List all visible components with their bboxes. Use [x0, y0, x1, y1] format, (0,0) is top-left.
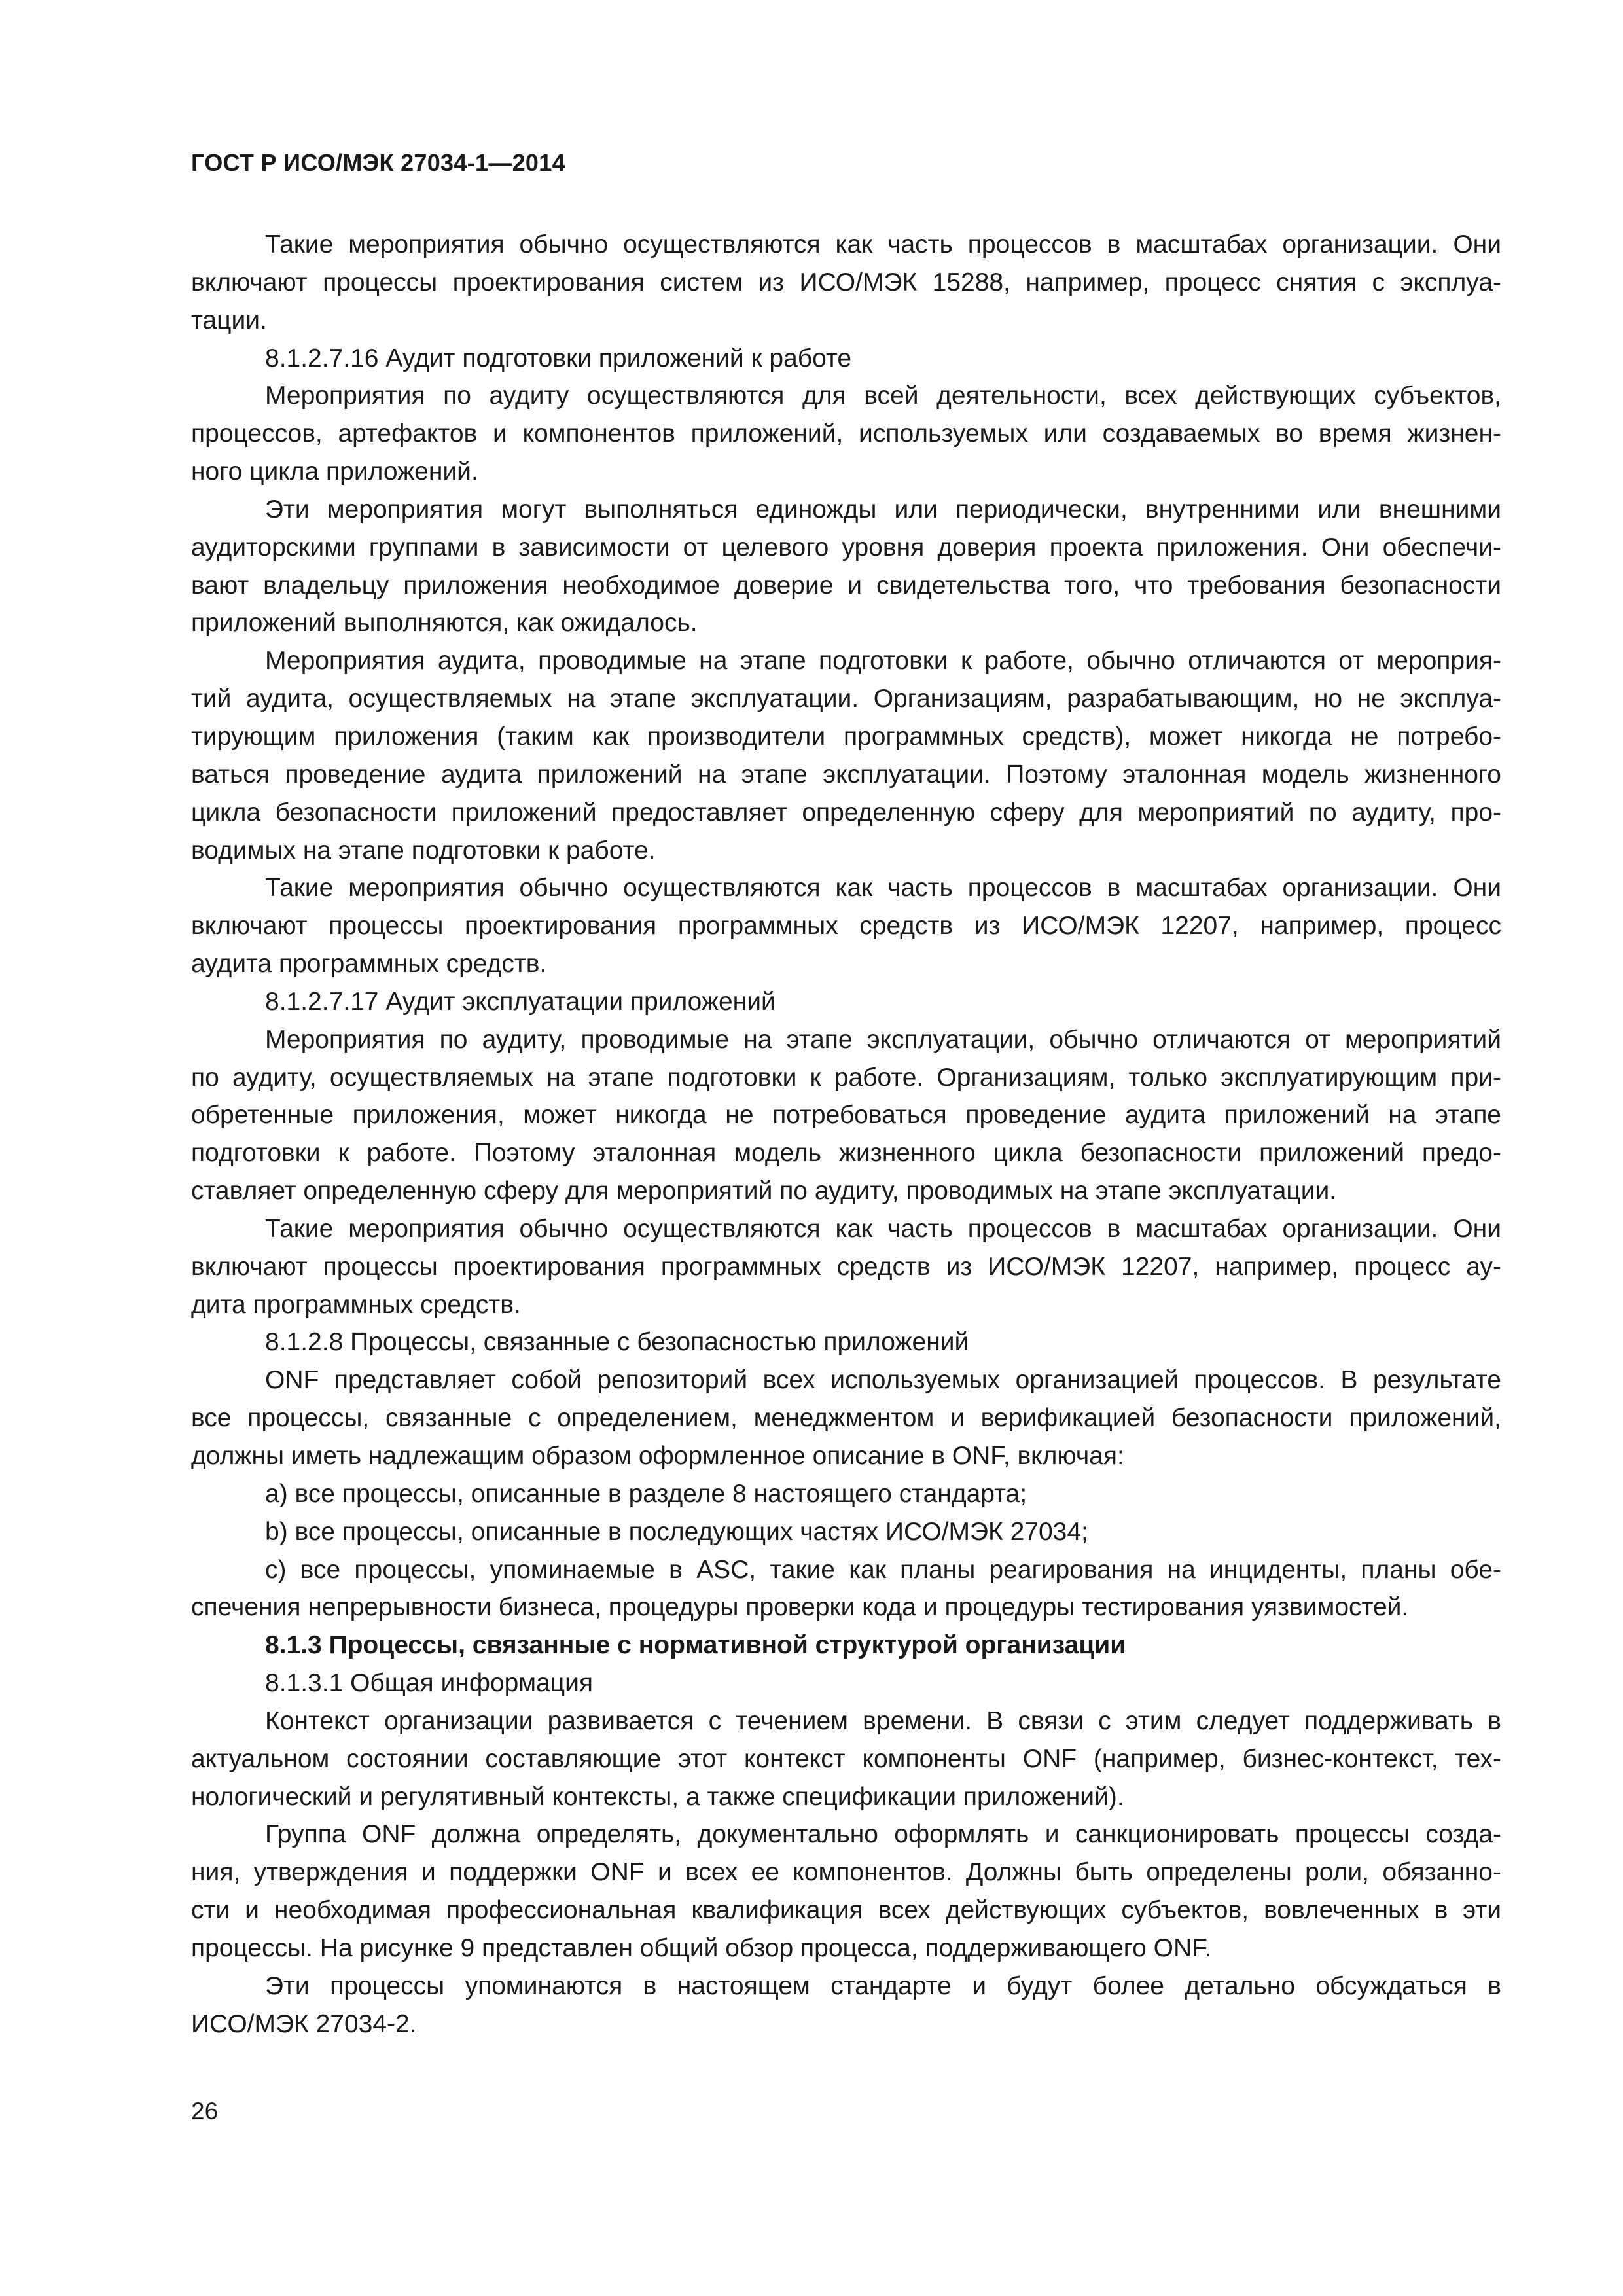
text-line: тий аудита, осуществляемых на этапе эксплуатации. Организациям, разрабатывающим, но не эксплуа-: [191, 685, 1501, 713]
text-line: включают процессы проектирования систем из ИСО/МЭК 15288, например, процесс снятия с эксплуа-: [191, 268, 1501, 296]
text-line: Мероприятия по аудиту осуществляются для всей деятельности, всех действующих субъектов,: [265, 382, 1501, 410]
text-line: Такие мероприятия обычно осуществляются как часть процессов в масштабах организации. Они: [265, 874, 1501, 903]
text-line: спечения непрерывности бизнеса, процедуры проверки кода и процедуры тестирования уязвимостей.: [191, 1593, 1409, 1622]
text-line: по аудиту, осуществляемых на этапе подготовки к работе. Организациям, только эксплуатирующим при-: [191, 1063, 1501, 1092]
text-line: 8.1.3 Процессы, связанные с нормативной структурой организации: [265, 1631, 1126, 1660]
text-line: ставляет определенную сферу для мероприятий по аудиту, проводимых на этапе эксплуатации.: [191, 1177, 1337, 1206]
text-line: тации.: [191, 306, 267, 334]
text-line: аудита программных средств.: [191, 950, 547, 978]
text-line: подготовки к работе. Поэтому эталонная модель жизненного цикла безопасности приложений предо-: [191, 1139, 1501, 1168]
document-header: ГОСТ Р ИСО/МЭК 27034-1—2014: [191, 149, 565, 176]
text-line: Эти мероприятия могут выполняться единожды или периодически, внутренними или внешними: [265, 495, 1501, 524]
text-line: ONF представляет собой репозиторий всех используемых организацией процессов. В результате: [265, 1366, 1501, 1395]
text-line: тирующим приложения (таким как производители программных средств), может никогда не потребо-: [191, 722, 1501, 751]
text-line: a) все процессы, описанные в разделе 8 настоящего стандарта;: [265, 1479, 1027, 1508]
text-line: обретенные приложения, может никогда не потребоваться проведение аудита приложений на этапе: [191, 1101, 1501, 1130]
text-line: Контекст организации развивается с течением времени. В связи с этим следует поддерживать в: [265, 1706, 1501, 1735]
text-line: ного цикла приложений.: [191, 457, 478, 486]
text-line: b) все процессы, описанные в последующих частях ИСО/МЭК 27034;: [265, 1517, 1088, 1546]
text-line: ИСО/МЭК 27034-2.: [191, 2009, 417, 2038]
text-line: 8.1.2.7.16 Аудит подготовки приложений к работе: [265, 344, 852, 372]
text-line: аудиторскими группами в зависимости от целевого уровня доверия проекта приложения. Они обеспечи-: [191, 533, 1501, 562]
text-line: 8.1.2.7.17 Аудит эксплуатации приложений: [265, 987, 776, 1016]
text-line: приложений выполняются, как ожидалось.: [191, 609, 698, 637]
text-line: 8.1.3.1 Общая информация: [265, 1669, 594, 1698]
text-line: процессы. На рисунке 9 представлен общий обзор процесса, поддерживающего ONF.: [191, 1933, 1212, 1962]
text-line: Мероприятия по аудиту, проводимые на этапе эксплуатации, обычно отличаются от мероприятий: [265, 1025, 1501, 1054]
page-number: 26: [191, 2098, 219, 2125]
text-line: Группа ONF должна определять, документально оформлять и санкционировать процессы созда-: [265, 1820, 1501, 1849]
text-line: цикла безопасности приложений предоставляет определенную сферу для мероприятий по аудиту, про-: [191, 798, 1501, 827]
text-line: ния, утверждения и поддержки ONF и всех ее компонентов. Должны быть определены роли, обязанно-: [191, 1858, 1501, 1887]
text-line: водимых на этапе подготовки к работе.: [191, 836, 656, 865]
text-line: актуальном состоянии составляющие этот контекст компоненты ONF (например, бизнес-контекст, тех-: [191, 1744, 1501, 1773]
text-line: все процессы, связанные с определением, менеджментом и верификацией безопасности приложений,: [191, 1404, 1501, 1433]
text-line: Мероприятия аудита, проводимые на этапе подготовки к работе, обычно отличаются от мероприя-: [265, 647, 1501, 675]
text-line: сти и необходимая профессиональная квалификация всех действующих субъектов, вовлеченных в эти: [191, 1896, 1501, 1925]
text-line: ваться проведение аудита приложений на этапе эксплуатации. Поэтому эталонная модель жизненного: [191, 760, 1501, 789]
text-line: нологический и регулятивный контексты, а также спецификации приложений).: [191, 1782, 1124, 1811]
text-line: Эти процессы упоминаются в настоящем стандарте и будут более детально обсуждаться в: [265, 1971, 1501, 2000]
text-line: Такие мероприятия обычно осуществляются как часть процессов в масштабах организации. Они: [265, 1214, 1501, 1243]
text-line: c) все процессы, упоминаемые в ASC, такие как планы реагирования на инциденты, планы обе-: [265, 1555, 1501, 1584]
text-line: процессов, артефактов и компонентов приложений, используемых или создаваемых во время жизнен-: [191, 420, 1501, 448]
text-line: должны иметь надлежащим образом оформленное описание в ONF, включая:: [191, 1442, 1124, 1470]
body-text: [191, 226, 1501, 2043]
text-line: дита программных средств.: [191, 1290, 521, 1319]
text-line: 8.1.2.8 Процессы, связанные с безопасностью приложений: [265, 1328, 969, 1357]
text-line: включают процессы проектирования программных средств из ИСО/МЭК 12207, например, процесс ау-: [191, 1252, 1501, 1281]
text-line: Такие мероприятия обычно осуществляются как часть процессов в масштабах организации. Они: [265, 230, 1501, 259]
text-line: включают процессы проектирования программных средств из ИСО/МЭК 12207, например, процесс: [191, 912, 1501, 941]
text-line: вают владельцу приложения необходимое доверие и свидетельства того, что требования безопасности: [191, 571, 1501, 600]
